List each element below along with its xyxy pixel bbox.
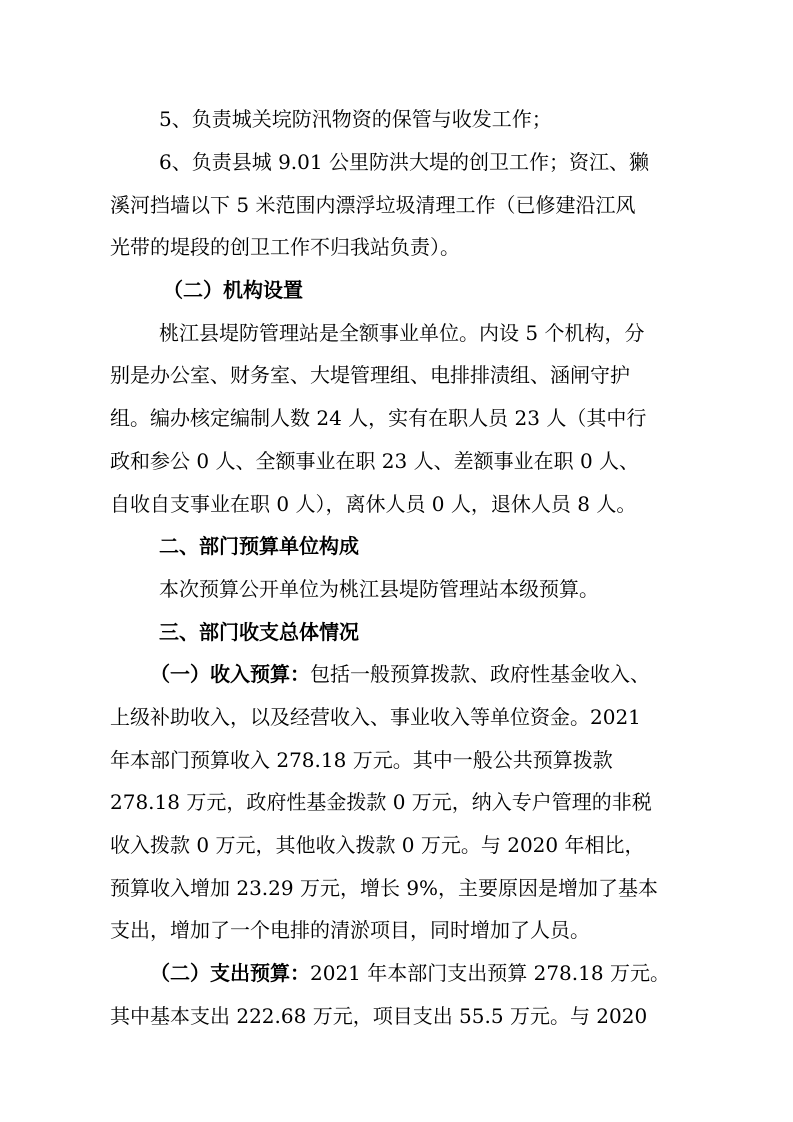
expense-budget-text: 2021 年本部门支出预算 278.18 万元。 <box>310 961 670 985</box>
text-line: 年本部门预算收入 278.18 万元。其中一般公共预算拨款 <box>110 748 613 772</box>
text-line <box>150 661 650 687</box>
section-heading: （二）机构设置 <box>163 278 303 302</box>
text-line: 支出，增加了一个电排的清淤项目，同时增加了人员。 <box>110 918 590 942</box>
text-line: 自收自支事业在职 0 人），离休人员 0 人，退休人员 8 人。 <box>110 492 637 516</box>
section-heading: 三、部门收支总体情况 <box>159 620 359 644</box>
text-line: 278.18 万元，政府性基金拨款 0 万元，纳入专户管理的非税 <box>110 790 652 814</box>
text-line: 桃江县堤防管理站是全额事业单位。内设 5 个机构，分 <box>159 321 645 345</box>
text-line: 5、负责城关垸防汛物资的保管与收发工作； <box>159 107 552 131</box>
text-line: 别是办公室、财务室、大堤管理组、电排排渍组、涵闸守护 <box>110 363 630 387</box>
text-line: 组。编办核定编制人数 24 人，实有在职人员 23 人（其中行 <box>110 406 647 430</box>
text-line: 本次预算公开单位为桃江县堤防管理站本级预算。 <box>159 577 599 601</box>
text-line: 预算收入增加 23.29 万元，增长 9%，主要原因是增加了基本 <box>110 876 659 900</box>
income-budget-label: （一）收入预算： <box>150 662 310 686</box>
text-line: 6、负责县城 9.01 公里防洪大堤的创卫工作；资江、獭 <box>159 150 649 174</box>
text-line: 收入拨款 0 万元，其他收入拨款 0 万元。与 2020 年相比， <box>110 833 645 857</box>
income-budget-text: 包括一般预算拨款、政府性基金收入、 <box>310 662 650 686</box>
text-line <box>150 960 670 986</box>
text-line: 政和参公 0 人、全额事业在职 23 人、差额事业在职 0 人、 <box>110 449 640 473</box>
text-line: 上级补助收入，以及经营收入、事业收入等单位资金。2021 <box>110 705 641 729</box>
text-line: 其中基本支出 222.68 万元，项目支出 55.5 万元。与 2020 <box>110 1004 648 1028</box>
text-line: 光带的堤段的创卫工作不归我站负责）。 <box>110 235 460 259</box>
section-heading: 二、部门预算单位构成 <box>159 534 359 558</box>
text-line: 溪河挡墙以下 5 米范围内漂浮垃圾清理工作（已修建沿江风 <box>110 193 636 217</box>
expense-budget-label: （二）支出预算： <box>150 961 310 985</box>
